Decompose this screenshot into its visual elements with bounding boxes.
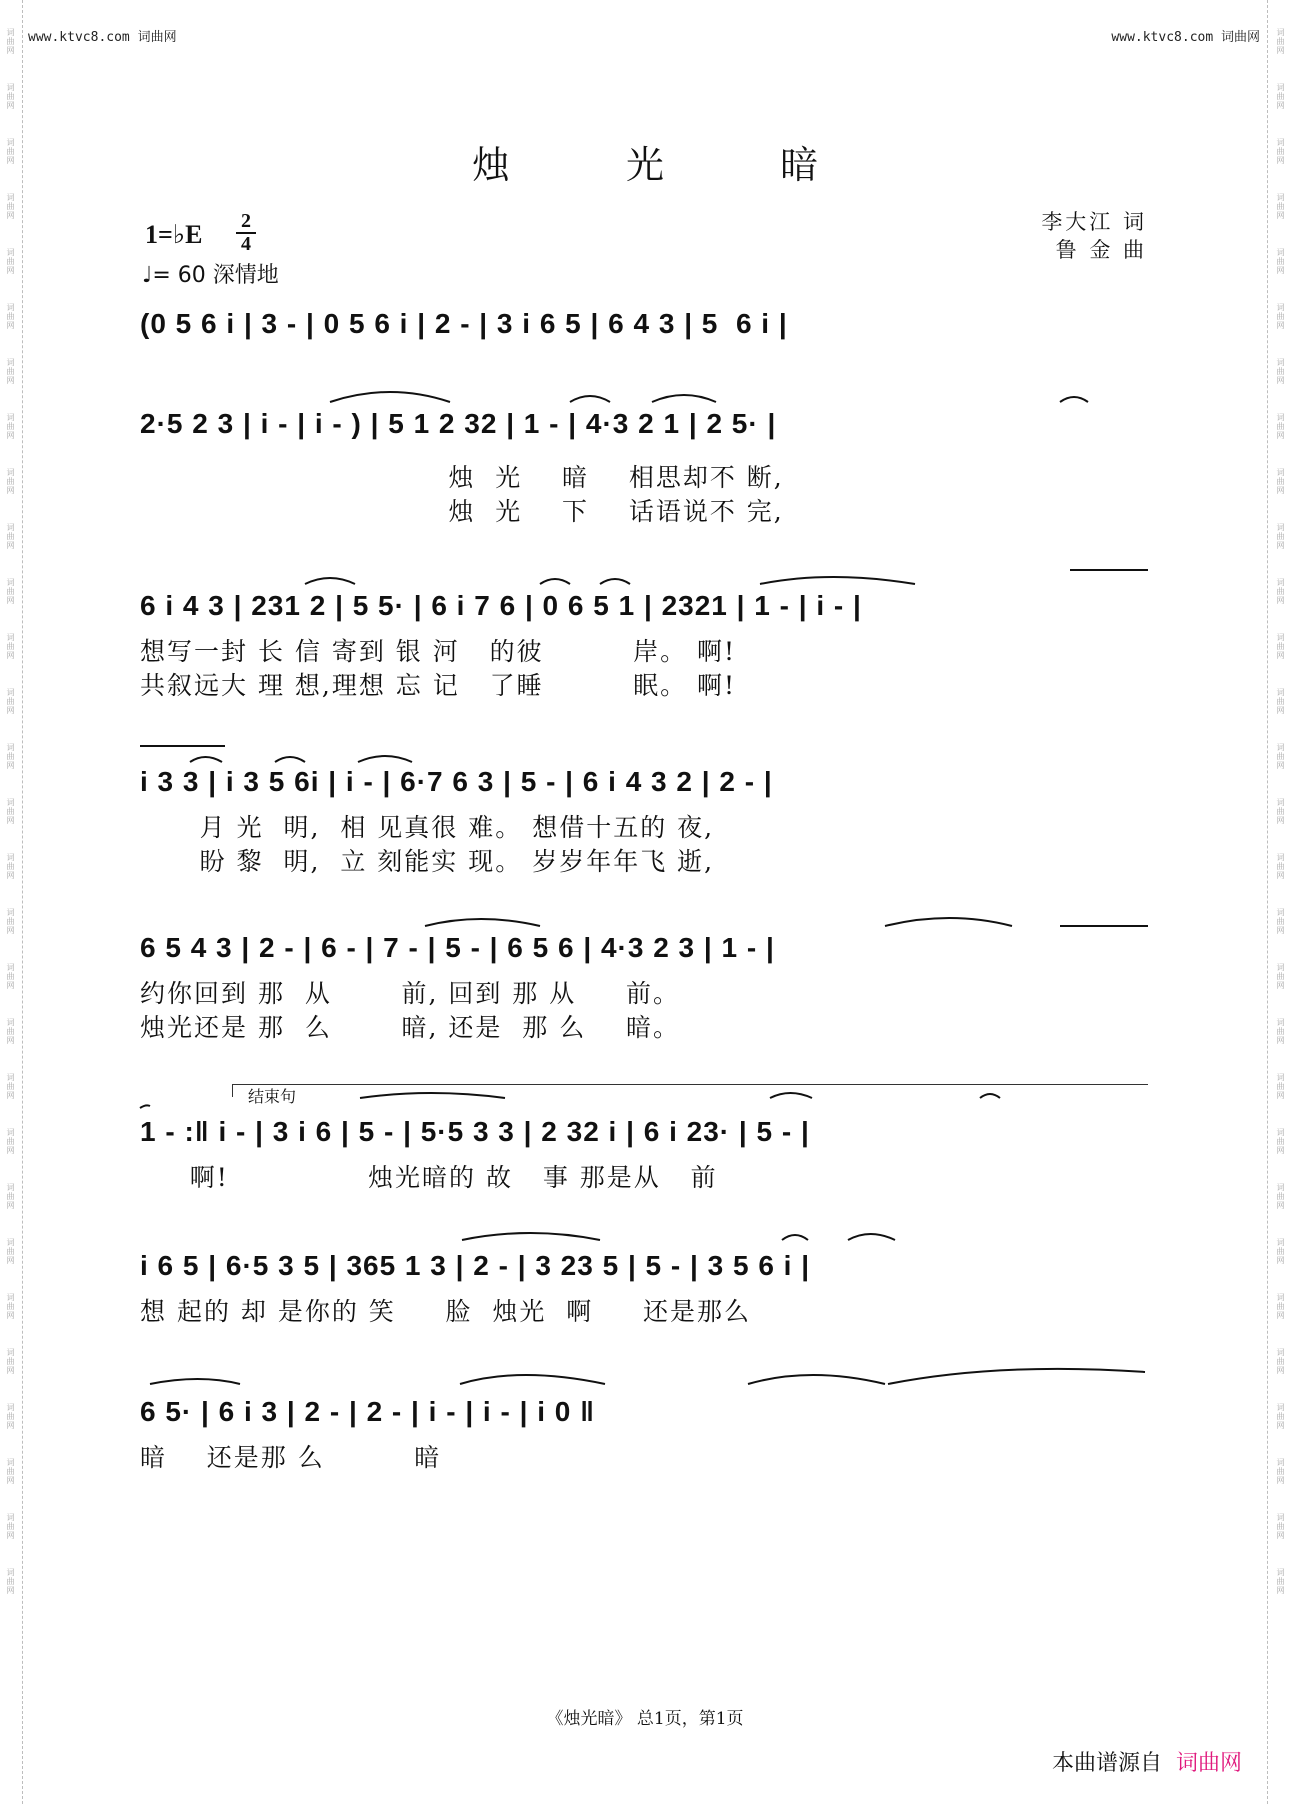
watermark-text: 词曲网 <box>6 303 15 330</box>
watermark-text: 词曲网 <box>1276 743 1285 770</box>
time-signature-bottom: 4 <box>241 233 251 255</box>
watermark-text: 词曲网 <box>6 743 15 770</box>
watermark-text: 词曲网 <box>6 1458 15 1485</box>
notation-line: i 3 3 | i 3 5 6i | i - | 6·7 6 3 | 5 - | 6 i 4 3 2 | 2 - | <box>140 766 773 797</box>
watermark-text: 词曲网 <box>1276 633 1285 660</box>
slur-arc <box>462 1233 600 1240</box>
watermark-text: 词曲网 <box>1276 1183 1285 1210</box>
watermark-text: 词曲网 <box>1276 853 1285 880</box>
watermark-text: 词曲网 <box>1276 28 1285 55</box>
watermark-text: 词曲网 <box>6 1348 15 1375</box>
watermark-text: 词曲网 <box>1276 1238 1285 1265</box>
composer-credit: 鲁 金 曲 <box>1055 238 1147 262</box>
source-credit <box>1052 1746 1242 1777</box>
slur-arc <box>570 396 610 402</box>
watermark-text: 词曲网 <box>1276 688 1285 715</box>
lyric-line-2: 烛 光 下 话语说不 完, <box>140 497 784 526</box>
ending-label: 结束句 <box>248 1087 297 1106</box>
page-info: 《烛光暗》 总1页，第1页 <box>546 1709 744 1729</box>
slur-arc <box>1060 397 1088 402</box>
watermark-text: 词曲网 <box>1276 523 1285 550</box>
watermark-text: 词曲网 <box>1276 248 1285 275</box>
tie-arc <box>760 577 915 584</box>
site-url-right[interactable]: www.ktvc8.com 词曲网 <box>1111 30 1260 45</box>
watermark-text: 词曲网 <box>1276 578 1285 605</box>
watermark-text: 词曲网 <box>6 963 15 990</box>
slur-arc <box>652 395 716 402</box>
tie-arc <box>888 1369 1145 1384</box>
tempo-marking: ♩= 60 深情地 <box>142 263 279 288</box>
watermark-text: 词曲网 <box>1276 193 1285 220</box>
slur-arc <box>360 1093 505 1098</box>
notation-line: (0 5 6 i | 3 - | 0 5 6 i | 2 - | 3 i 6 5 | 6 4 3 | 5 6 i | <box>140 308 788 339</box>
watermark-text: 词曲网 <box>1276 303 1285 330</box>
watermark-text: 词曲网 <box>6 1018 15 1045</box>
notation-line: i 6 5 | 6·5 3 5 | 365 1 3 | 2 - | 3 23 5 | 5 - | 3 5 6 i | <box>140 1250 811 1281</box>
watermark-text: 词曲网 <box>1276 1073 1285 1100</box>
watermark-text: 词曲网 <box>6 578 15 605</box>
watermark-text: 词曲网 <box>1276 908 1285 935</box>
tie-arc <box>748 1375 885 1384</box>
watermark-text: 词曲网 <box>6 358 15 385</box>
tie-arc <box>150 1379 240 1384</box>
lyric-line-1: 啊! 烛光暗的 故 事 那是从 前 <box>140 1163 718 1192</box>
tie-arc <box>848 1234 895 1240</box>
watermark-text: 词曲网 <box>6 1183 15 1210</box>
slur-arc <box>190 757 222 762</box>
watermark-text: 词曲网 <box>6 523 15 550</box>
time-signature-top: 2 <box>241 210 251 232</box>
watermark-text: 词曲网 <box>6 1238 15 1265</box>
lyric-line-1: 约你回到 那 从 前, 回到 那 从 前。 <box>140 979 680 1008</box>
watermark-text: 词曲网 <box>6 1568 15 1595</box>
watermark-text: 词曲网 <box>6 138 15 165</box>
song-title: 烛 光 暗 <box>471 143 871 187</box>
source-brand-link[interactable]: 词曲网 <box>1175 1751 1242 1776</box>
watermark-text: 词曲网 <box>6 908 15 935</box>
lyric-line-2: 烛光还是 那 么 暗, 还是 那 么 暗。 <box>140 1013 680 1042</box>
watermark-text: 词曲网 <box>1276 1568 1285 1595</box>
notation-line: 6 5 4 3 | 2 - | 6 - | 7 - | 5 - | 6 5 6 | 4·3 2 3 | 1 - | <box>140 932 775 963</box>
watermark-text: 词曲网 <box>6 1293 15 1320</box>
watermark-text: 词曲网 <box>6 633 15 660</box>
slur-arc <box>980 1094 1000 1098</box>
watermark-text: 词曲网 <box>1276 1513 1285 1540</box>
site-url-left[interactable]: www.ktvc8.com 词曲网 <box>28 30 177 45</box>
slur-arc <box>358 756 412 762</box>
watermark-text: 词曲网 <box>6 248 15 275</box>
lyric-line-1: 想写一封 长 信 寄到 银 河 的彼 岸。 啊! <box>140 637 737 666</box>
watermark-text: 词曲网 <box>6 1128 15 1155</box>
slur-arc <box>540 579 570 584</box>
watermark-text: 词曲网 <box>1276 1128 1285 1155</box>
tie-arc <box>140 1105 150 1108</box>
watermark-text: 词曲网 <box>6 1403 15 1430</box>
slur-arc <box>275 757 305 762</box>
tie-arc <box>330 392 450 402</box>
watermark-text: 词曲网 <box>1276 963 1285 990</box>
watermark-text: 词曲网 <box>6 1513 15 1540</box>
watermark-text: 词曲网 <box>1276 358 1285 385</box>
watermark-text: 词曲网 <box>6 83 15 110</box>
notation-line: 6 i 4 3 | 231 2 | 5 5· | 6 i 7 6 | 0 6 5 1 | 2321 | 1 - | i - | <box>140 590 862 621</box>
lyric-line-2: 盼 黎 明, 立 刻能实 现。 岁岁年年飞 逝, <box>140 847 715 876</box>
slur-arc <box>885 918 1012 926</box>
watermark-text: 词曲网 <box>6 853 15 880</box>
watermark-text: 词曲网 <box>6 28 15 55</box>
lyricist-credit: 李大江 词 <box>1041 210 1147 234</box>
watermark-text: 词曲网 <box>6 1073 15 1100</box>
watermark-text: 词曲网 <box>1276 1018 1285 1045</box>
watermark-text: 词曲网 <box>1276 413 1285 440</box>
watermark-text: 词曲网 <box>1276 1458 1285 1485</box>
key-signature: 1=♭E <box>145 220 203 249</box>
lyric-line-1: 烛 光 暗 相思却不 断, <box>140 463 784 492</box>
slur-arc <box>305 578 355 584</box>
notation-line: 1 - :‖ i - | 3 i 6 | 5 - | 5·5 3 3 | 2 32 i | 6 i 23· | 5 - | <box>140 1116 810 1147</box>
watermark-text: 词曲网 <box>1276 1293 1285 1320</box>
lyric-line-1: 月 光 明, 相 见真很 难。 想借十五的 夜, <box>140 813 715 842</box>
watermark-text: 词曲网 <box>1276 138 1285 165</box>
watermark-text: 词曲网 <box>1276 1403 1285 1430</box>
slur-arc <box>770 1093 812 1098</box>
notation-line: 2·5 2 3 | i - | i - ) | 5 1 2 32 | 1 - | 4·3 2 1 | 2 5· | <box>140 408 777 439</box>
watermark-text: 词曲网 <box>6 468 15 495</box>
watermark-text: 词曲网 <box>1276 1348 1285 1375</box>
tie-arc <box>425 919 540 926</box>
watermark-text: 词曲网 <box>1276 83 1285 110</box>
watermark-text: 词曲网 <box>6 193 15 220</box>
slur-arc <box>600 579 630 584</box>
watermark-text: 词曲网 <box>1276 798 1285 825</box>
watermark-text: 词曲网 <box>6 413 15 440</box>
source-prefix: 本曲谱源自 <box>1051 1751 1162 1776</box>
notation-line: 6 5· | 6 i 3 | 2 - | 2 - | i - | i - | i 0 ‖ <box>140 1396 596 1427</box>
tie-arc <box>460 1375 605 1384</box>
lyric-line-1: 想 起的 却 是你的 笑 脸 烛光 啊 还是那么 <box>140 1297 752 1326</box>
lyric-line-1: 暗 还是那 么 暗 <box>140 1443 442 1472</box>
watermark-text: 词曲网 <box>1276 468 1285 495</box>
lyric-line-2: 共叙远大 理 想,理想 忘 记 了睡 眠。 啊! <box>140 671 737 700</box>
watermark-text: 词曲网 <box>6 688 15 715</box>
watermark-text: 词曲网 <box>6 798 15 825</box>
slur-arc <box>782 1235 808 1240</box>
